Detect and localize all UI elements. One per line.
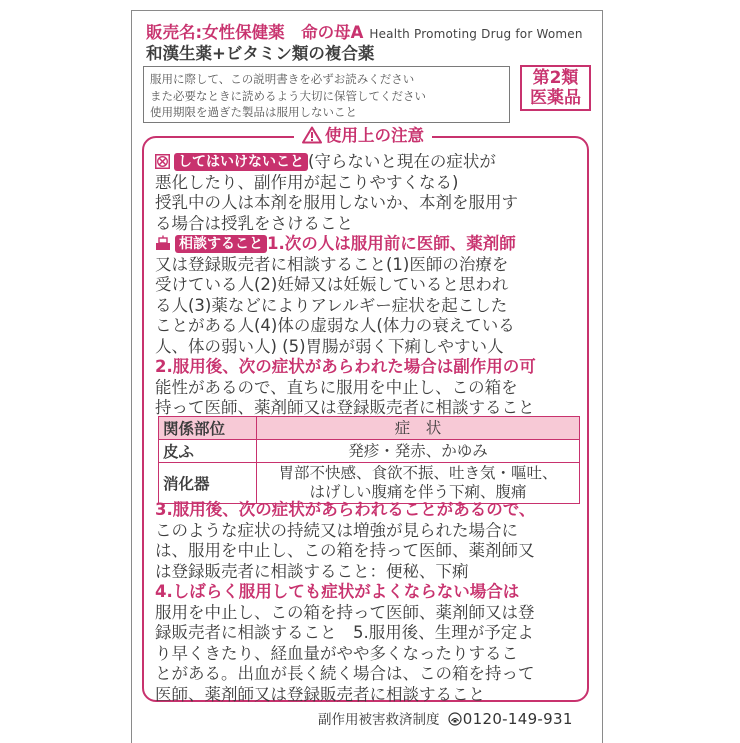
warning-triangle-icon [302,126,322,144]
symptom-line: はげしい腹痛を伴う下痢、腹痛 [309,483,527,501]
item4-line: 録販売者に相談すること 5.服用後、生理が予定よ [155,623,534,642]
usage-notice-box [143,66,510,123]
item3-line: は登録販売者に相談すること：便秘、下痢 [155,561,469,581]
table-header-symptom: 症 状 [257,417,580,440]
item2-line: 能性があるので、直ちに服用を中止し、この箱を [155,377,518,397]
consult-line: る人(3)薬などによりアレルギー症状を起こした [155,295,508,315]
item3-line: 3.服用後、次の症状があらわれることがあるので、 [155,500,536,519]
prohibit-icon [155,154,170,169]
relief-system-footer [318,708,573,728]
item2-line: 2.服用後、次の症状があらわれた場合は副作用の可 [155,357,536,376]
item4-line: 医師、薬剤師又は登録販売者に相談すること [155,684,485,704]
consult-line: 又は登録販売者に相談すること(1)医師の治療を [155,254,509,274]
consult-line: 人、体の弱い人) (5)胃腸が弱く下痢しやすい人 [155,336,504,356]
consult-header [155,234,585,255]
consult-line: 受けている人(2)妊婦又は妊娠していると思われ [155,275,509,294]
item4-line: 4.しばらく服用しても症状がよくならない場合は [155,582,520,601]
consult-section [155,234,585,419]
item4-line: 服用を中止し、この箱を持って医師、薬剤師又は登 [155,602,535,622]
notice-line: また必要なときに読めるよう大切に保管してください [150,88,426,103]
notice-line: 使用期限を過ぎた製品は服用しないこと [150,105,357,119]
consult-line: ことがある人(4)体の虚弱な人(体力の衰えている [155,316,515,335]
caution-title [294,124,432,148]
table-row [159,440,580,463]
prohibit-line: 悪化したり、副作用が起こりやすくなる) [155,172,459,192]
table-cell-symptom: 発疹・発赤、かゆみ [257,440,580,463]
item3-line: は、服用を中止し、この箱を持って医師、薬剤師又 [155,541,535,560]
drug-class-line2: 医薬品 [530,88,581,108]
table-cell-part: 消化器 [159,463,257,504]
brand-english: Health Promoting Drug for Women [369,27,583,41]
prohibit-header [155,152,585,173]
prohibit-line: 授乳中の人は本剤を服用しないか、本剤を服用す [155,193,518,212]
brand-line [146,23,583,44]
table-header-row [159,417,580,440]
brand-name: 販売名:女性保健薬 命の母A [146,23,364,42]
drug-class-badge [520,65,591,111]
phone-icon [448,712,462,726]
item4-line: とがある。出血が長く続く場合は、この箱を持って [155,664,535,683]
caution-title-text: 使用上の注意 [325,126,424,145]
symptom-table [158,416,580,504]
consult-tag: 相談すること [175,235,267,253]
consult-icon [155,235,171,251]
prohibit-line: る場合は授乳をさけること [155,213,353,233]
notice-line: 服用に際して、この説明書きを必ずお読みください [150,72,415,86]
prohibit-section [155,152,585,234]
item4-line: り早くきたり、経血量がやや多くなったりするこ [155,643,518,663]
item3-section [155,500,585,705]
footer-phone: 0120-149-931 [462,710,573,728]
table-row [159,463,580,504]
table-header-part: 関係部位 [159,417,257,440]
consult-line: 1.次の人は服用前に医師、薬剤師 [267,234,516,253]
table-cell-symptom [257,463,580,504]
prohibit-line: (守らないと現在の症状が [308,152,496,171]
prohibit-tag: してはいけないこと [174,153,308,171]
item3-line: このような症状の持続又は増強が見られた場合に [155,520,518,540]
drug-class-line1: 第2類 [532,68,579,88]
product-subtitle: 和漢生薬+ビタミン類の複合薬 [146,44,375,63]
table-cell-part: 皮ふ [159,440,257,463]
footer-label: 副作用被害救済制度 [318,712,440,728]
symptom-line: 胃部不快感、食欲不振、吐き気・嘔吐、 [278,464,558,482]
item2-line: 持って医師、薬剤師又は登録販売者に相談すること [155,398,535,417]
